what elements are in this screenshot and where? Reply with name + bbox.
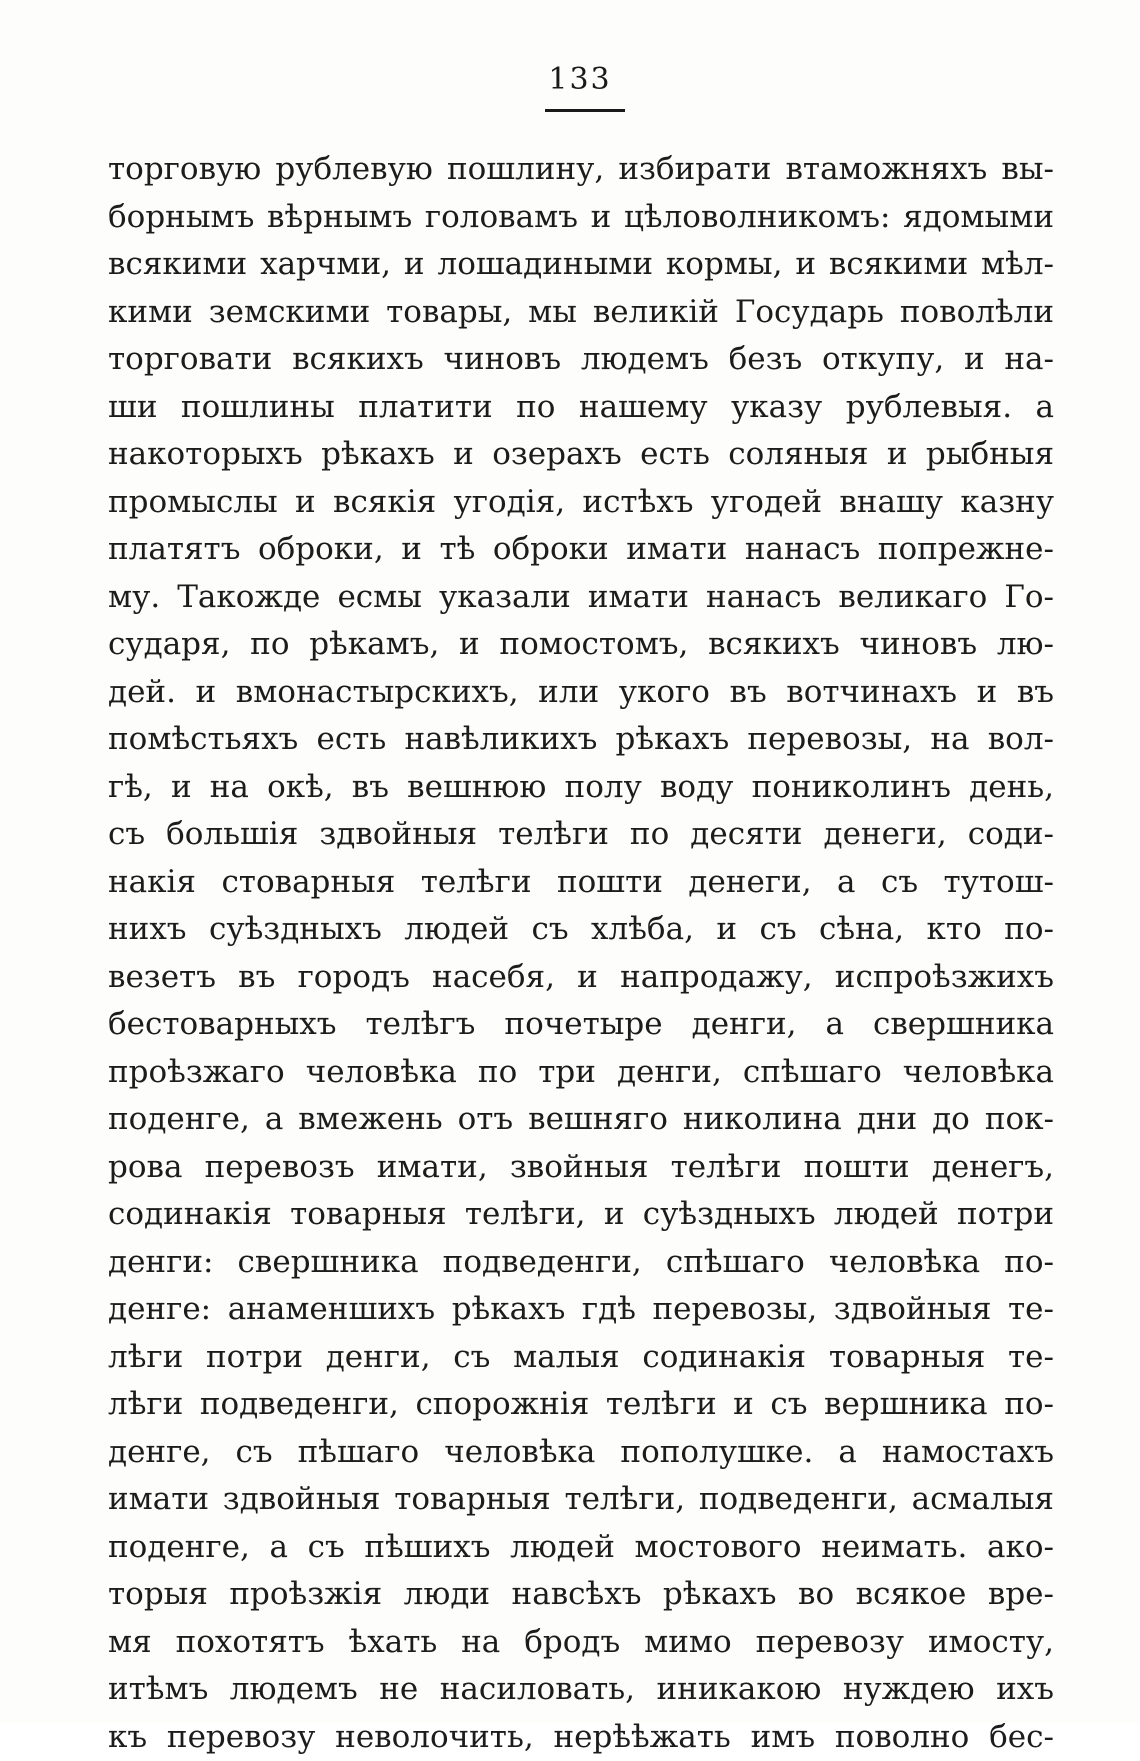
text-line: итѣмъ людемъ не насиловать, иникакою нуждею ихъ bbox=[108, 1666, 1054, 1714]
text-line: всякими харчми, и лошадиными кормы, и всякими мѣл- bbox=[108, 241, 1054, 289]
text-line: денги: свершника подведенги, спѣшаго человѣка по- bbox=[108, 1239, 1054, 1287]
text-line: борнымъ вѣрнымъ головамъ и цѣловолникомъ: ядомыми bbox=[108, 194, 1054, 242]
text-line: поденге, а съ пѣшихъ людей мостового неимать. ако- bbox=[108, 1524, 1054, 1572]
page-number-rule bbox=[545, 109, 625, 112]
text-line: везетъ въ городъ насебя, и напродажу, испроѣзжихъ bbox=[108, 954, 1054, 1002]
text-line: къ перевозу неволочить, нерѣѣжать имъ поволно бес- bbox=[108, 1714, 1054, 1761]
text-line: дей. и вмонастырскихъ, или укого въ вотчинахъ и въ bbox=[108, 669, 1054, 717]
text-line: промыслы и всякія угодія, истѣхъ угодей внашу казну bbox=[108, 479, 1054, 527]
text-line: денге, съ пѣшаго человѣка пополушке. а намостахъ bbox=[108, 1429, 1054, 1477]
text-line: торговати всякихъ чиновъ людемъ безъ откупу, и на- bbox=[108, 336, 1054, 384]
text-line: кими земскими товары, мы великій Государь поволѣли bbox=[108, 289, 1054, 337]
text-line: нихъ суѣздныхъ людей съ хлѣба, и съ сѣна, кто по- bbox=[108, 906, 1054, 954]
text-line: мя похотятъ ѣхать на бродъ мимо перевозу имосту, bbox=[108, 1619, 1054, 1667]
page-text-body bbox=[108, 146, 1054, 1761]
text-line: денге: анаменшихъ рѣкахъ гдѣ перевозы, здвойныя те- bbox=[108, 1286, 1054, 1334]
text-line: рова перевозъ имати, звойныя телѣги пошти денегъ, bbox=[108, 1144, 1054, 1192]
text-line: му. Такожде есмы указали имати нанасъ великаго Го- bbox=[108, 574, 1054, 622]
text-line: накоторыхъ рѣкахъ и озерахъ есть соляныя и рыбныя bbox=[108, 431, 1054, 479]
text-line: помѣстьяхъ есть навѣликихъ рѣкахъ перевозы, на вол- bbox=[108, 716, 1054, 764]
text-line: поденге, а вмежень отъ вешняго николина дни до пок- bbox=[108, 1096, 1054, 1144]
text-line: торыя проѣзжія люди навсѣхъ рѣкахъ во всякое вре- bbox=[108, 1571, 1054, 1619]
text-line: платятъ оброки, и тѣ оброки имати нанасъ попрежне- bbox=[108, 526, 1054, 574]
page-number: 133 bbox=[510, 62, 650, 97]
text-line: имати здвойныя товарныя телѣги, подведенги, асмалыя bbox=[108, 1476, 1054, 1524]
text-line: гѣ, и на окѣ, въ вешнюю полу воду пониколинъ день, bbox=[108, 764, 1054, 812]
text-line: лѣги потри денги, съ малыя содинакія товарныя те- bbox=[108, 1334, 1054, 1382]
text-line: накія стоварныя телѣги пошти денеги, а съ тутош- bbox=[108, 859, 1054, 907]
text-line: съ большія здвойныя телѣги по десяти денеги, соди- bbox=[108, 811, 1054, 859]
text-line: сударя, по рѣкамъ, и помостомъ, всякихъ чиновъ лю- bbox=[108, 621, 1054, 669]
text-line: лѣги подведенги, спорожнія телѣги и съ вершника по- bbox=[108, 1381, 1054, 1429]
text-line: ши пошлины платити по нашему указу рублевыя. а bbox=[108, 384, 1054, 432]
text-line: содинакія товарныя телѣги, и суѣздныхъ людей потри bbox=[108, 1191, 1054, 1239]
text-line: проѣзжаго человѣка по три денги, спѣшаго человѣка bbox=[108, 1049, 1054, 1097]
text-line: торговую рублевую пошлину, избирати втаможняхъ вы- bbox=[108, 146, 1054, 194]
text-line: бестоварныхъ телѣгъ почетыре денги, а свершника bbox=[108, 1001, 1054, 1049]
